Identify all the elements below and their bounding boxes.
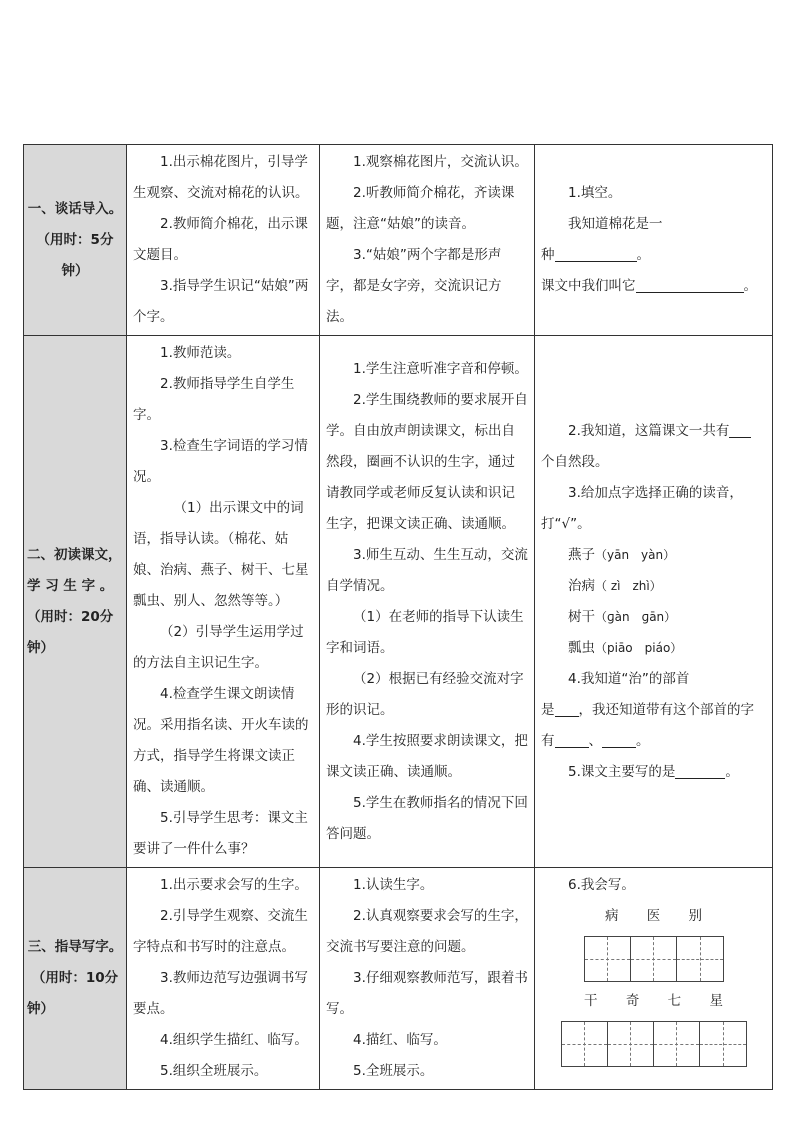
student-step: 1.观察棉花图片，交流认识。	[353, 154, 528, 170]
practice-char: 别	[688, 908, 703, 924]
teacher-step: 2.教师简介棉花，出示课文题目。	[133, 216, 308, 263]
exercise-question: 1.填空。	[568, 185, 622, 201]
stage-cell	[24, 145, 127, 336]
table-row	[24, 336, 773, 868]
grid-cell[interactable]	[608, 1022, 654, 1066]
student-step: 1.认读生字。	[353, 877, 434, 893]
pinyin-choice[interactable]: 治病（ zì zhì）	[568, 577, 662, 594]
answer-blank[interactable]	[555, 243, 637, 262]
writing-grid[interactable]	[584, 936, 724, 982]
student-activities	[320, 145, 535, 336]
teacher-step: 3.教师边范写边强调书写要点。	[133, 970, 308, 1017]
student-step: 3.“姑娘”两个字都是形声字，都是女字旁，交流识记方法。	[326, 247, 502, 325]
stage-cell	[24, 868, 127, 1090]
characters-to-write	[541, 901, 766, 932]
student-step: 2.认真观察要求会写的生字，交流书写要注意的问题。	[326, 908, 528, 955]
teacher-activities	[127, 145, 320, 336]
student-step: 2.学生围绕教师的要求展开自学。自由放声朗读课文，标出自然段，圈画不认识的生字，通过请教同学或老师反复认读和识记生字，把课文读正确、读通顺。	[326, 391, 528, 532]
writing-grid[interactable]	[561, 1021, 747, 1067]
teacher-step: （2）引导学生运用学过的方法自主识记生字。	[133, 624, 304, 671]
table-row	[24, 145, 773, 336]
teacher-step: 5.引导学生思考：课文主要讲了一件什么事？	[133, 810, 308, 857]
practice-char: 医	[646, 908, 661, 924]
teacher-step: （1）出示课文中的词语，指导认读。（棉花、姑娘、治病、燕子、树干、七星瓢虫、别人、忽然等等。）	[133, 500, 309, 609]
pinyin-choice[interactable]: 瓢虫（piāo piáo）	[568, 639, 683, 656]
stage-time: （用时：20分	[27, 608, 114, 625]
pinyin-choice[interactable]: 燕子（yān yàn）	[568, 546, 676, 563]
teacher-step: 2.引导学生观察、交流生字特点和书写时的注意点。	[133, 908, 308, 955]
exercise-text: 我知道棉花是一	[568, 216, 663, 232]
characters-to-write	[541, 986, 766, 1017]
student-step: 4.描红、临写。	[353, 1032, 447, 1048]
grid-cell[interactable]	[562, 1022, 608, 1066]
stage-cell	[24, 336, 127, 868]
stage-title: 一、谈话导入。	[27, 200, 123, 217]
student-step: （2）根据已有经验交流对字形的识记。	[326, 670, 524, 718]
exercise-cell	[535, 868, 773, 1090]
answer-blank[interactable]	[555, 698, 579, 717]
grid-cell[interactable]	[585, 937, 631, 981]
exercise-cell	[535, 336, 773, 868]
pinyin-choice[interactable]: 树干（ɡàn ɡān）	[568, 608, 677, 625]
teacher-step: 3.指导学生识记“姑娘”两个字。	[133, 278, 309, 325]
answer-blank[interactable]	[602, 729, 636, 748]
exercise-question: 6.我会写。	[568, 877, 635, 893]
answer-blank[interactable]	[636, 274, 744, 293]
teacher-step: 4.组织学生描红、临写。	[160, 1032, 308, 1048]
exercise-question: 4.我知道“治”的部首	[568, 670, 690, 687]
exercise-question: 2.我知道，这篇课文一共有	[541, 416, 766, 447]
exercise-fill: 种 。	[541, 240, 766, 271]
table-row	[24, 868, 773, 1090]
grid-cell[interactable]	[654, 1022, 700, 1066]
student-step: （1）在老师的指导下认读生字和词语。	[326, 608, 524, 656]
stage-time: 钟）	[27, 639, 54, 656]
practice-char: 奇	[625, 993, 640, 1009]
grid-cell[interactable]	[700, 1022, 746, 1066]
student-step: 5.学生在教师指名的情况下回答问题。	[326, 794, 528, 842]
teacher-step: 1.教师范读。	[160, 345, 241, 361]
student-step: 3.师生互动、生生互动，交流自学情况。	[326, 546, 528, 594]
exercise-text: 个自然段。	[541, 453, 609, 470]
exercise-fill: 有 、 。	[541, 726, 766, 757]
exercise-cell	[535, 145, 773, 336]
teacher-step: 1.出示棉花图片，引导学生观察、交流对棉花的认识。	[133, 154, 309, 201]
practice-char: 病	[604, 908, 619, 924]
student-step: 4.学生按照要求朗读课文，把课文读正确、读通顺。	[326, 732, 528, 780]
teacher-activities	[127, 868, 320, 1090]
grid-cell[interactable]	[631, 937, 677, 981]
practice-char: 干	[584, 993, 598, 1009]
stage-title: 三、指导写字。	[27, 939, 123, 955]
teacher-step: 3.检查生字词语的学习情况。	[133, 438, 308, 485]
teacher-activities	[127, 336, 320, 868]
teacher-step: 5.组织全班展示。	[160, 1063, 268, 1079]
stage-time: （用时：10分	[31, 970, 119, 986]
teacher-step: 4.检查学生课文朗读情况。采用指名读、开火车读的方式，指导学生将课文读正确、读通顺。	[133, 686, 309, 795]
grid-cell[interactable]	[677, 937, 723, 981]
student-step: 3.仔细观察教师范写，跟着书写。	[326, 970, 528, 1017]
student-activities	[320, 868, 535, 1090]
practice-char: 七	[667, 993, 682, 1009]
lesson-plan-table	[23, 144, 773, 1090]
teacher-step: 1.出示要求会写的生字。	[160, 877, 308, 893]
stage-time: （用时：5分钟）	[36, 231, 114, 279]
stage-title: 学 习 生 字 。	[27, 577, 114, 594]
answer-blank[interactable]	[675, 760, 725, 779]
student-activities	[320, 336, 535, 868]
answer-blank[interactable]	[729, 419, 751, 438]
stage-time: 钟）	[27, 1001, 54, 1017]
exercise-fill: 是 ，我还知道带有这个部首的字	[541, 695, 766, 726]
answer-blank[interactable]	[555, 729, 589, 748]
exercise-fill: 课文中我们叫它 。	[541, 271, 766, 302]
exercise-fill: 5.课文主要写的是 。	[541, 757, 766, 788]
student-step: 5.全班展示。	[353, 1063, 434, 1079]
student-step: 2.听教师简介棉花，齐读课题，注意“姑娘”的读音。	[326, 185, 515, 232]
exercise-question: 3.给加点字选择正确的读音，打“√”。	[541, 484, 743, 532]
student-step: 1.学生注意听准字音和停顿。	[353, 360, 528, 377]
stage-title: 二、初读课文，	[27, 546, 122, 563]
teacher-step: 2.教师指导学生自学生字。	[133, 376, 295, 423]
practice-char: 星	[709, 993, 723, 1009]
